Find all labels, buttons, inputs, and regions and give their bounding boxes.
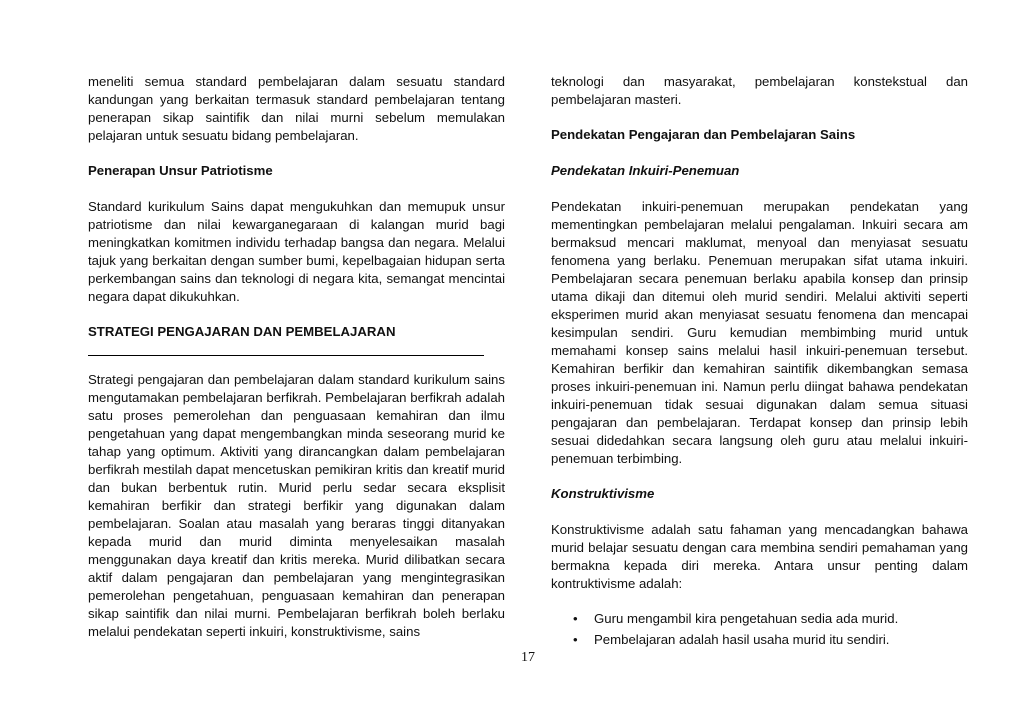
patriotism-heading: Penerapan Unsur Patriotisme — [88, 163, 273, 178]
heading-underline — [88, 355, 484, 356]
continuation-paragraph: teknologi dan masyarakat, pembelajaran konstekstual dan pembelajaran masteri. — [551, 74, 968, 107]
bullet-item: • Guru mengambil kira pengetahuan sedia ada murid. — [573, 610, 968, 628]
approach-heading: Pendekatan Pengajaran dan Pembelajaran Sains — [551, 127, 856, 142]
strategy-heading: STRATEGI PENGAJARAN DAN PEMBELAJARAN — [88, 324, 396, 339]
constructivism-paragraph: Konstruktivisme adalah satu fahaman yang mencadangkan bahawa murid belajar sesuatu dengan cara membina sendiri pemahaman yang bermakna kepada diri mereka. Antara unsur penting dalam kontruktivisme adalah: — [551, 522, 968, 591]
strategy-paragraph: Strategi pengajaran dan pembelajaran dalam standard kurikulum sains mengutamakan pembelajaran berfikrah. Pembelajaran berfikrah adalah satu proses pemerolehan dan penguasaan kemahiran dan ilmu pengetahuan yang dapat mengembangkan minda seseorang murid ke tahap yang optimum. Aktiviti yang dirancangkan dalam pembelajaran berfikrah mestilah dapat mencetuskan pemikiran kritis dan kreatif murid dan bukan berbentuk rutin. Murid perlu sedar secara eksplisit kemahiran berfikir dan strategi berfikir yang digunakan dalam pembelajaran. Soalan atau masalah yang beraras tinggi ditanyakan kepada murid dan murid diminta menyelesaikan masalah menggunakan daya kreatif dan kritis mereka. Murid dilibatkan secara aktif dalam pengajaran dan pembelajaran yang mengintegrasikan pemerolehan pengetahuan, penguasaan kemahiran dan penerapan sikap saintifik dan nilai murni. Pembelajaran berfikrah boleh berlaku melalui pendekatan seperti inkuiri, konstruktivisme, sains — [88, 372, 505, 639]
patriotism-paragraph: Standard kurikulum Sains dapat mengukuhkan dan memupuk unsur patriotisme dan nilai kewarganegaraan di kalangan murid bagi meningkatkan komitmen individu terhadap bangsa dan negara. Melalui tajuk yang berkaitan dengan sumber bumi, kepelbagaian hidupan serta perkembangan sains dan teknologi di negara kita, semangat mencintai negara dapat dikukuhkan. — [88, 199, 505, 304]
page-number: 17 — [521, 650, 535, 665]
constructivism-bullet-list — [551, 610, 968, 649]
inquiry-paragraph: Pendekatan inkuiri-penemuan merupakan pendekatan yang mementingkan pembelajaran melalui pengalaman. Inkuiri secara am bermaksud mencari maklumat, menyoal dan menyiasat sesuatu fenomena yang berlaku. Penemuan merupakan sifat utama inkuiri. Pembelajaran secara penemuan berlaku apabila konsep dan prinsip utama dikaji dan ditemui oleh murid sendiri. Melalui aktiviti seperti eksperimen murid akan menyiasat sesuatu fenomena dan mencapai kesimpulan sendiri. Guru kemudian membimbing murid untuk memahami konsep sains melalui hasil inkuiri-penemuan tersebut. Kemahiran berfikir dan kemahiran saintifik dikembangkan semasa proses inkuiri-penemuan ini. Namun perlu diingat bahawa pendekatan inkuiri-penemuan tidak sesuai digunakan dalam semua situasi pengajaran dan pembelajaran. Terdapat konsep dan prinsip lebih sesuai didedahkan secara langsung oleh guru atau melalui inkuiri-penemuan terbimbing. — [551, 199, 968, 466]
left-column — [88, 73, 505, 641]
bullet-item: • Pembelajaran adalah hasil usaha murid itu sendiri. — [573, 631, 968, 649]
intro-paragraph: meneliti semua standard pembelajaran dalam sesuatu standard kandungan yang berkaitan termasuk standard pembelajaran tentang penerapan sikap saintifik dan nilai murni sebelum memulakan pelajaran untuk sesuatu bidang pembelajaran. — [88, 74, 505, 143]
inquiry-heading: Pendekatan Inkuiri-Penemuan — [551, 163, 740, 178]
constructivism-heading: Konstruktivisme — [551, 486, 655, 501]
right-column — [551, 73, 968, 652]
